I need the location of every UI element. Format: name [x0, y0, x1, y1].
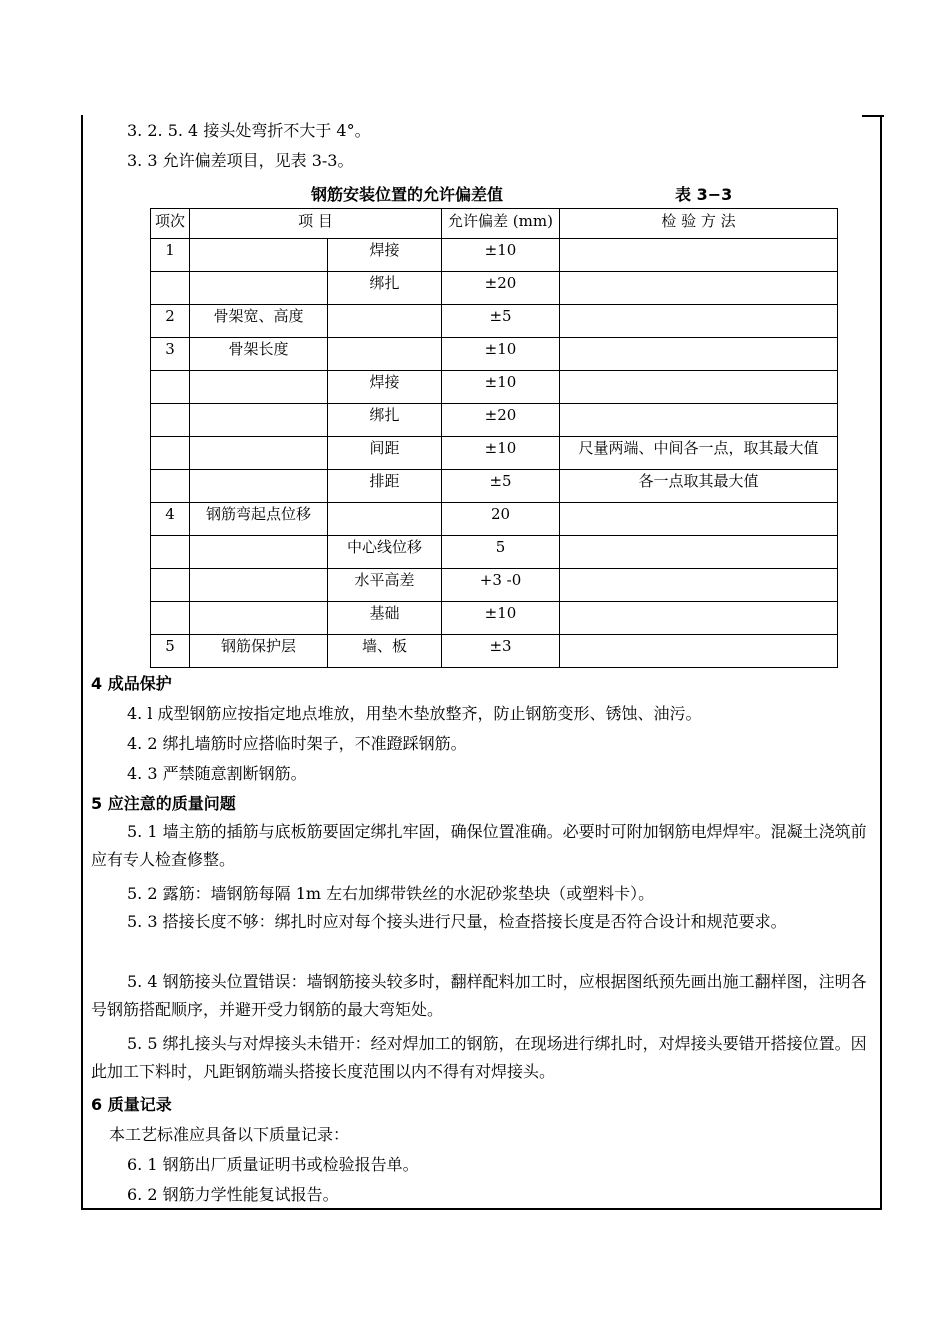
cell-no [151, 536, 190, 569]
cell-sub: 绑扎 [328, 272, 442, 305]
table-row [151, 635, 838, 668]
cell-no [151, 569, 190, 602]
header-method: 检 验 方 法 [560, 209, 838, 239]
cell-sub: 绑扎 [328, 404, 442, 437]
cell-item [190, 239, 328, 272]
cell-item: 钢筋保护层 [190, 635, 328, 668]
clause-62: 6. 2 钢筋力学性能复试报告。 [127, 1185, 339, 1204]
cell-tolerance: ±10 [442, 437, 560, 470]
cell-sub [328, 338, 442, 371]
table-row [151, 569, 838, 602]
cell-no [151, 437, 190, 470]
cell-item: 骨架长度 [190, 338, 328, 371]
cell-item [190, 470, 328, 503]
cell-sub [328, 503, 442, 536]
table-title: 钢筋安装位置的允许偏差值 [311, 185, 504, 204]
cell-method [560, 338, 838, 371]
cell-item [190, 602, 328, 635]
table-row [151, 239, 838, 272]
cell-no: 1 [151, 239, 190, 272]
section-4-heading: 4 成品保护 [91, 674, 172, 693]
table-row [151, 305, 838, 338]
section-6-heading: 6 质量记录 [91, 1095, 172, 1114]
table-row [151, 272, 838, 305]
table-row [151, 437, 838, 470]
frame-top-stub [862, 115, 884, 117]
table-row [151, 404, 838, 437]
cell-tolerance: ±3 [442, 635, 560, 668]
cell-item [190, 404, 328, 437]
table-row [151, 371, 838, 404]
cell-method: 各一点取其最大值 [560, 470, 838, 503]
cell-item [190, 272, 328, 305]
cell-sub: 焊接 [328, 371, 442, 404]
cell-sub: 中心线位移 [328, 536, 442, 569]
cell-item [190, 437, 328, 470]
clause-3254: 3. 2. 5. 4 接头处弯折不大于 4°。 [127, 121, 371, 140]
cell-method [560, 536, 838, 569]
table-row [151, 536, 838, 569]
clause-54: 5. 4 钢筋接头位置错误：墙钢筋接头较多时，翻样配料加工时，应根据图纸预先画出施工翻样图，注明各号钢筋搭配顺序，并避开受力钢筋的最大弯矩处。 [91, 972, 867, 1019]
cell-item [190, 569, 328, 602]
clause-42: 4. 2 绑扎墙筋时应搭临时架子，不准蹬踩钢筋。 [127, 734, 467, 753]
cell-item [190, 371, 328, 404]
header-no: 项次 [151, 209, 190, 239]
header-tolerance: 允许偏差 (mm) [442, 209, 560, 239]
clause-41: 4. l 成型钢筋应按指定地点堆放，用垫木垫放整齐，防止钢筋变形、锈蚀、油污。 [127, 704, 702, 723]
cell-method [560, 239, 838, 272]
clause-52: 5. 2 露筋：墙钢筋每隔 1m 左右加绑带铁丝的水泥砂浆垫块（或塑料卡）。 [127, 884, 655, 903]
header-item: 项 目 [190, 209, 442, 239]
clause-51: 5. 1 墙主筋的插筋与底板筋要固定绑扎牢固，确保位置准确。必要时可附加钢筋电焊焊牢。混凝土浇筑前应有专人检查修整。 [91, 822, 867, 869]
clause-61: 6. 1 钢筋出厂质量证明书或检验报告单。 [127, 1155, 419, 1174]
cell-no: 2 [151, 305, 190, 338]
section-5-heading: 5 应注意的质量问题 [91, 794, 236, 813]
cell-tolerance: ±20 [442, 272, 560, 305]
cell-sub [328, 305, 442, 338]
section-6-intro: 本工艺标准应具备以下质量记录： [109, 1125, 350, 1144]
cell-item [190, 536, 328, 569]
cell-tolerance: 20 [442, 503, 560, 536]
cell-tolerance: ±5 [442, 470, 560, 503]
cell-no [151, 404, 190, 437]
cell-method [560, 272, 838, 305]
table-row [151, 338, 838, 371]
clause-53: 5. 3 搭接长度不够：绑扎时应对每个接头进行尺量，检查搭接长度是否符合设计和规范要求。 [127, 912, 787, 931]
cell-method: 尺量两端、中间各一点，取其最大值 [560, 437, 838, 470]
clause-55: 5. 5 绑扎接头与对焊接头未错开：经对焊加工的钢筋，在现场进行绑扎时，对焊接头要错开搭接位置。因此加工下料时，凡距钢筋端头搭接长度范围以内不得有对焊接头。 [91, 1034, 867, 1081]
cell-no: 3 [151, 338, 190, 371]
cell-no: 4 [151, 503, 190, 536]
cell-tolerance: ±10 [442, 602, 560, 635]
cell-no [151, 470, 190, 503]
tolerance-table [150, 208, 838, 668]
cell-no [151, 272, 190, 305]
cell-tolerance: ±10 [442, 338, 560, 371]
cell-method [560, 635, 838, 668]
cell-method [560, 305, 838, 338]
cell-tolerance: ±20 [442, 404, 560, 437]
cell-method [560, 371, 838, 404]
cell-sub: 排距 [328, 470, 442, 503]
cell-tolerance: +3 -0 [442, 569, 560, 602]
cell-no: 5 [151, 635, 190, 668]
cell-sub: 基础 [328, 602, 442, 635]
table-row [151, 470, 838, 503]
cell-method [560, 602, 838, 635]
cell-no [151, 371, 190, 404]
cell-sub: 间距 [328, 437, 442, 470]
cell-item: 钢筋弯起点位移 [190, 503, 328, 536]
cell-method [560, 503, 838, 536]
cell-method [560, 404, 838, 437]
table-number: 表 3−3 [675, 185, 733, 204]
cell-sub: 焊接 [328, 239, 442, 272]
clause-43: 4. 3 严禁随意割断钢筋。 [127, 764, 307, 783]
table-row [151, 602, 838, 635]
table-header-row [151, 209, 838, 239]
cell-tolerance: 5 [442, 536, 560, 569]
cell-item: 骨架宽、高度 [190, 305, 328, 338]
table-row [151, 503, 838, 536]
cell-no [151, 602, 190, 635]
cell-method [560, 569, 838, 602]
clause-33: 3. 3 允许偏差项目，见表 3-3。 [127, 151, 354, 170]
cell-sub: 墙、板 [328, 635, 442, 668]
cell-tolerance: ±10 [442, 371, 560, 404]
cell-tolerance: ±10 [442, 239, 560, 272]
cell-tolerance: ±5 [442, 305, 560, 338]
cell-sub: 水平高差 [328, 569, 442, 602]
